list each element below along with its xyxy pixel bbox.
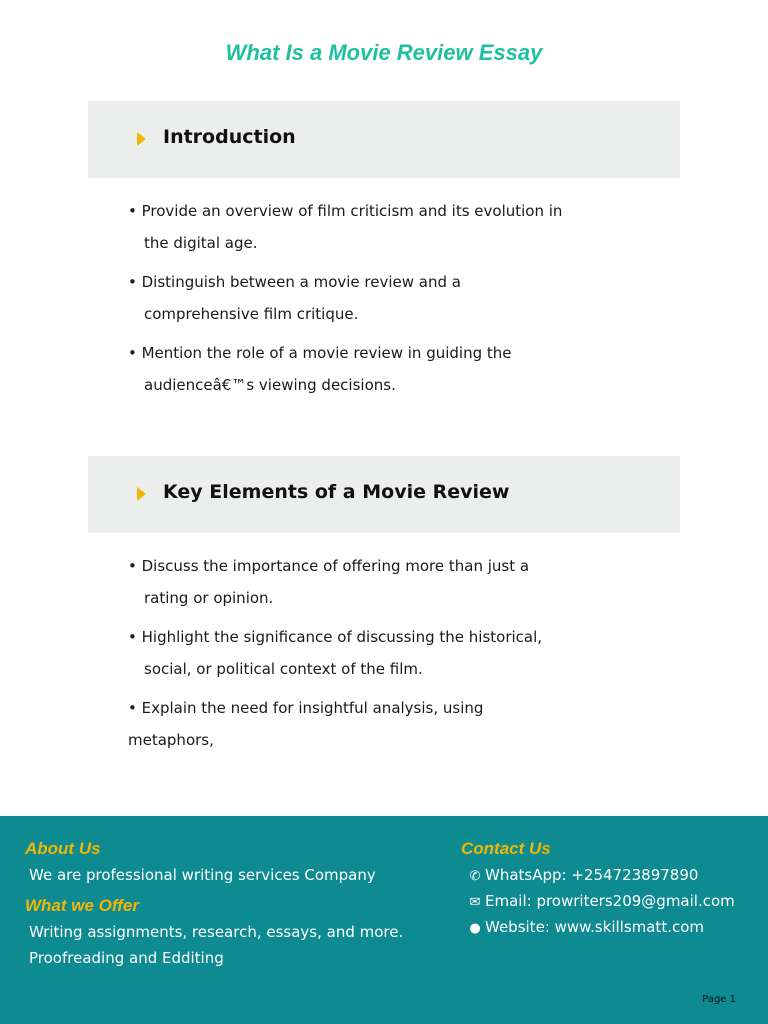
- offer-text-2: Proofreading and Edditing: [29, 949, 224, 967]
- page-title: What Is a Movie Review Essay: [225, 40, 543, 65]
- whatsapp-contact[interactable]: ✆ WhatsApp: +254723897890: [466, 866, 698, 884]
- bullet-list: [128, 195, 568, 408]
- website-contact[interactable]: ● Website: www.skillsmatt.com: [466, 918, 704, 936]
- list-item: • Explain the need for insightful analysis, using metaphors,: [128, 699, 484, 749]
- section-heading: Key Elements of a Movie Review: [163, 481, 510, 503]
- section-header-introduction: [88, 101, 680, 178]
- about-text: We are professional writing services Company: [29, 866, 376, 884]
- list-item: • Provide an overview of film criticism and its evolution in the digital age.: [128, 202, 563, 252]
- caret-right-icon: [137, 487, 146, 501]
- offer-text-1: Writing assignments, research, essays, and more.: [29, 923, 404, 941]
- list-item: • Distinguish between a movie review and a comprehensive film critique.: [128, 273, 461, 323]
- whatsapp-icon: ✆: [469, 869, 481, 884]
- email-contact[interactable]: ✉ Email: prowriters209@gmail.com: [466, 892, 735, 910]
- caret-right-icon: [137, 132, 146, 146]
- about-heading: About Us: [25, 839, 101, 858]
- globe-icon: ●: [469, 921, 481, 936]
- bullet-list: [128, 550, 568, 763]
- list-item: • Highlight the significance of discussing the historical, social, or political context of the film.: [128, 628, 543, 678]
- list-item: • Mention the role of a movie review in guiding the audienceâ€™s viewing decisions.: [128, 344, 512, 394]
- offer-heading: What we Offer: [25, 896, 139, 915]
- section-heading: Introduction: [163, 126, 296, 148]
- list-item: • Discuss the importance of offering more than just a rating or opinion.: [128, 557, 530, 607]
- envelope-icon: ✉: [469, 895, 481, 910]
- contact-heading: Contact Us: [461, 839, 551, 858]
- page-number: Page 1: [702, 994, 736, 1005]
- section-header-key-elements: [88, 456, 680, 533]
- footer: [0, 816, 768, 1024]
